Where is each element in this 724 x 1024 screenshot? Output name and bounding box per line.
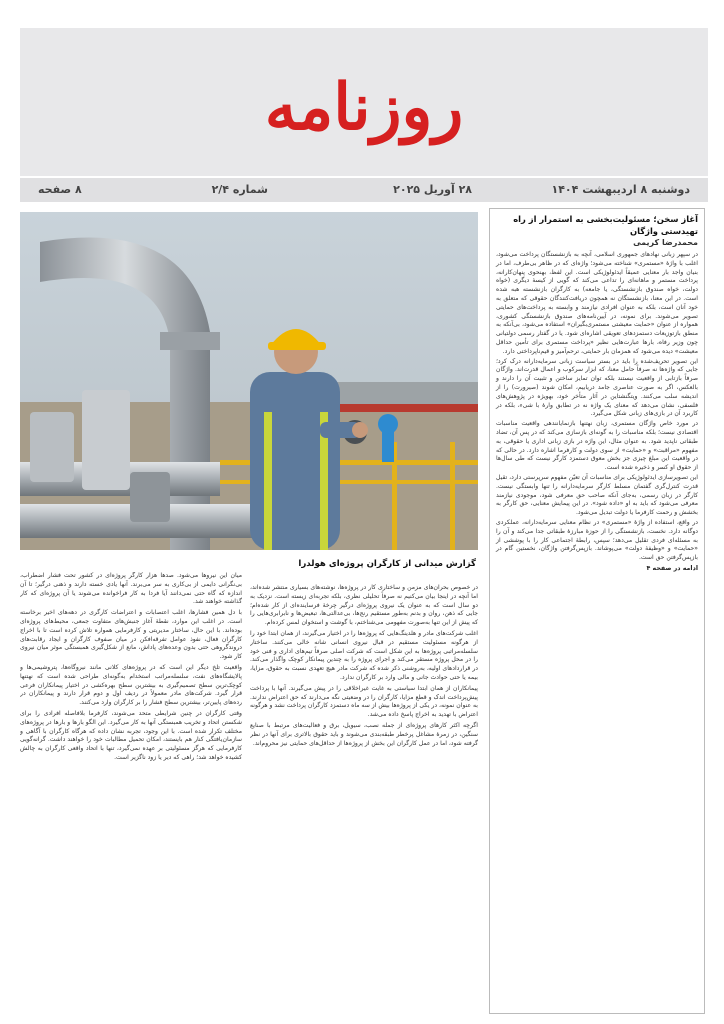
- gregorian-date: ۲۸ آوریل ۲۰۲۵: [393, 183, 472, 196]
- editorial-author: محمدرضا کریمی: [633, 238, 698, 247]
- masthead-title: روزنامه: [264, 70, 464, 145]
- report-paragraph: در خصوص بحران‌های مزمن و ساختاری کار در پروژه‌ها، نوشته‌های بسیاری منتشر شده‌اند، اما آنچه در اینجا بیان می‌کنیم نه صرفاً تحلیلی نظری، بلکه تجربه‌ای زیسته است. نزدیک به دو سال است که به عنوان یک نیروی پروژه‌ای درگیر چرخهٔ فرساینده‌ای از کار شده‌ام؛ جایی که ذهن، روان و بدنم به‌طور مستقیم رنج‌ها، بی‌عدالتی‌ها، تبعیض‌ها و نابرابری‌هایی را که پیش از این تنها به‌صورت مفهومی می‌شناختم، با گوشت و استخوان لمس کرده‌ام.: [250, 584, 478, 627]
- industrial-worker-photo: [20, 212, 478, 550]
- report-paragraph: وقتی کارگران در چنین شرایطی متحد می‌شوند، کارفرما بلافاصله افرادی را برای شکستن اتحاد و تخریب همبستگی آنها به کار می‌گیرد. این الگو بارها و بارها در پروژه‌های مختلف تکرار شده است. با این وجود، تجربه نشان داده که هرگاه کارگران با آگاهی و سازمان‌یافتگی کنار هم بایستند، امکان تحمیل مطالبات خود را خواهند داشت. گرانه‌گویی کارفرمایی که هرگز مسئولیتی بر عهده نمی‌گیرد، تنها با اتحاد واقعی کارگران به چالش کشیده خواهد شد؛ راهی که دیر یا زود ناگزیر است.: [20, 709, 242, 761]
- editorial-headline: آغاز سخن؛ مسئولیت‌بخشی به استمرار از راه تهیدستی واژگان: [513, 214, 698, 236]
- report-paragraph: واقعیت تلخ دیگر این است که در پروژه‌های کلانی مانند نیروگاه‌ها، پتروشیمی‌ها و پالایشگاه‌های نفت، سلسله‌مراتب استخدام به‌گونه‌ای طراحی شده است که نهتنها کوچک‌ترین سطح تصمیم‌گیری به بیشترین سطح بهره‌کشی در اختیار پیمانکاران فرعی قرار گیرد. شرکت‌های مادر معمولاً در ردیف اول و دوم قرار دارند و پیمانکاران در رده‌های پایین‌تر، بیشترین سطح فشار را بر کارگران وارد می‌کنند.: [20, 663, 242, 707]
- persian-date: دوشنبه ۸ اردیبهشت ۱۴۰۴: [551, 183, 690, 196]
- issue-number: شماره ۲/۴: [211, 183, 268, 196]
- editorial-paragraph: این تصویرسازی ایدئولوژیکی برای مناسبات آن تعیّن مفهوم سرپرستی دارد، تقیل قدرت کنترل‌گری گفتمان مسلط کارگر سرمایه‌دارانه را تنها وابستگی نیست. کارگر در زبان رسمی، به‌جای آنکه صاحب حق معرفی شود، موجودی نیازمند معرفی می‌شود که باید به او «داده شود». در این پیمایش معنایی، حق کارگر به بخشش و رحمت کارفرما یا دولت تبدیل می‌شود.: [496, 473, 698, 517]
- report-paragraph: با دل همین فشارها، اغلب اعتصابات و اعتراضات کارگری در دهه‌های اخیر برخاسته است. در اغلب این موارد، نقطهٔ آغاز جنبش‌های متفاوت جمعی، محیط‌های پروژه‌ای بوده‌اند. با این حال، ساختار مدیریتی و کارفرمایی همواره تلاش کرده است تا با اخراج کارگران فعال، نفوذ عوامل تفرقه‌افکن در میان صفوف کارگران و ایجاد رقابت‌های دروندگروهی حتی بدون وعده‌های پاداش، مانع از شکل‌گیری همبستگی موثر میان نیروی کار شود.: [20, 609, 242, 661]
- masthead: [20, 28, 708, 176]
- editorial-paragraph: در سپهر زبانی نهادهای جمهوری اسلامی، آنچه به بازنشستگان پرداخت می‌شود، اغلب با واژهٔ «مستمری» شناخته می‌شود؛ واژه‌ای که در ظاهر بی‌طرف، اما در بنیان واجد بار معنایی عمیقاً ایدئولوژیکی است. این لفظ، بهنحوی پنهان‌کارانه، پرداخت مستمر و ماهانه‌ای را تداعی می‌کند که گویی از کیسهٔ دیگری (خواه دولت، خواه صندوق بازنشستگی، یا جامعه) به کارگران بازنشسته هبه شده است. در این معنا، بازنشستگان نه همچون دریافت‌کنندگان حقوقی که متعلق به خود آنان است، بلکه به عنوان افرادی نیازمند و وابسته به پرداخت‌های حمایتی تصویر می‌شوند. برای نمونه، در آیین‌نامه‌های صندوق بازنشستگی کشوری، همواره از عنوان «حمایت معیشتی مستمری‌بگیران» استفاده می‌شود، بی‌آنکه به منطق بازتوزیعات دستمزدهای تعویقی اشاره‌ای شود. یا در گفتار رسمی دولتیانی چون وزیر رفاه، بارها عبارت‌هایی نظیر «پرداخت مستمری برای تأمین حداقل معیشت» دیده می‌شود که همزمان بار حمایتی، ترحم‌آمیز و قیم‌ناپرداختی دارد.: [496, 251, 698, 355]
- editorial-paragraph: در واقع، استفاده از واژهٔ «مستمری» در نظام معنایی سرمایه‌دارانه، عملکردی دوگانه دارد. نخست، بازنشستگی را از حوزهٔ مبارزهٔ طبقاتی جدا می‌کند و آن را به مسئله‌ای فردی تقلیل می‌دهد؛ سپس، رابطهٔ اجتماعی کار را با پوششی از «حمایت» و «وظیفهٔ دولت» می‌پوشاند. بازپس‌گرفتن واژگان، نخستین گام در بازپس‌گرفتن حق است.: [496, 518, 698, 562]
- page-count: ۸ صفحه: [38, 183, 82, 196]
- dateline-bar: [20, 178, 708, 202]
- editorial-paragraph: در مورد خاص واژگان مستمری، زبان نهتنها بازنمایانندهی واقعیت مناسبات اقتصادی نیست؛ بلکه مناسبات را به گونه‌ای بازسازی می‌کند که در پس آن، تضاد طبقاتی ناپدید شود. به عنوان مثال، این واژه در بازی زبانی اداری یا حقوقی، به مفهوم «مراقبت» و «حمایت» از سوی دولت و کارفرما اشاره دارد. در حالی که در واقعیت این مبلغ چیزی جز بخش معوق دستمزد کارگر نیست که طی سال‌ها از حقوق او کسر و ذخیره شده است.: [496, 420, 698, 472]
- editorial-paragraph: این تصویر تحریف‌شده را باید در بستر سیاست زبانی سرمایه‌دارانه درک کرد؛ جایی که واژه‌ها نه صرفاً حامل معنا، که ابزار سرکوب و اعمال قدرت‌اند. واژگان صرفاً بازتابی از واقعیت نیستند بلکه توان تمایز ساختن و تثبیت آن را دارند و بالعکس، اگر به صورت عناصری جامد دریابیم، امکان شوند (صیرورت) را از اندیشه سلب می‌کنند. ویتگنشتاین در آثار متأخر خود، بهویژه در پژوهش‌های فلسفی، نشان می‌دهد که معنای یک واژه نه در تطابق وارهٔ با شیء، بلکه در کاربرد آن در بازی‌های زبانی شکل می‌گیرد.: [496, 357, 698, 418]
- report-paragraph: پیمانکاران از همان ابتدا سیاستی به غایت غیراخلاقی را در پیش می‌گیرند. آنها با پرداخت پیش‌پرداخت اندک و قطع مزایا، کارگران را در وضعیتی نگه می‌دارند که حق اعتراض ندارند. به عنوان نمونه، در یکی از پروژه‌ها بیش از سه ماه دستمزد کارگران پرداخت نشد و هرگونه اعتراض با تهدید به اخراج پاسخ داده می‌شد.: [250, 684, 478, 719]
- report-paragraph: اغلب شرکت‌های مادر و هلدینگ‌هایی که پروژه‌ها را در اختیار می‌گیرند، از همان ابتدا خود را از هرگونه مسئولیت مستقیم در قبال نیروی انسانی شانه خالی می‌کنند. ساختار سلسله‌مراتبی پروژه‌ها به این شکل است که شرکت اصلی صرفاً تیم‌های اداری و فنی خود را در محل پروژه مستقر می‌کند و اجرای پروژه را به چندین پیمانکار کوچک واگذار می‌کند. در قراردادهای اولیه، به‌روشنی ذکر شده که شرکت مادر هیچ تعهدی نسبت به حقوق، مزایا، بیمه یا حتی حوادث جانی و مالی وارد بر کارگران ندارد.: [250, 629, 478, 681]
- continued-link[interactable]: ادامه در صفحه ۴: [646, 564, 698, 572]
- editorial-column: [489, 208, 705, 1014]
- photo-illustration: [20, 212, 478, 550]
- report-column-left: [20, 572, 242, 1014]
- report-headline: گزارش میدانی از کارگران پروژه‌ای هولدرا: [298, 559, 476, 569]
- report-paragraph: اگرچه اکثر کارهای پروژه‌ای از جمله نصب، سیویل، برق و فعالیت‌های مرتبط با صنایع سنگین، در زمرهٔ مشاغل پرخطر طبقه‌بندی می‌شوند و باید حقوق بالاتری برای آنها در نظر گرفته شود، اما در عمل کارگران این بخش از پروژه‌ها از حداقل‌های حمایتی نیز محروم‌اند.: [250, 721, 478, 747]
- report-column-right: [250, 584, 478, 1014]
- report-paragraph: میان این نیروها می‌شود. صدها هزار کارگر پروژه‌ای در کشور تحت فشار اضطراب، بی‌نگرانی دایمی از بی‌کاری به سر می‌برند. آنها یادی خسته دارند و ذهنی درگیر؛ تا آن اندازه که گاه حتی نمی‌دانند آیا فردا به کار فراخوانده می‌شوند یا آن پروژه‌ای که کار گذاشته خواهند شد.: [20, 572, 242, 606]
- editorial-body: [496, 251, 698, 563]
